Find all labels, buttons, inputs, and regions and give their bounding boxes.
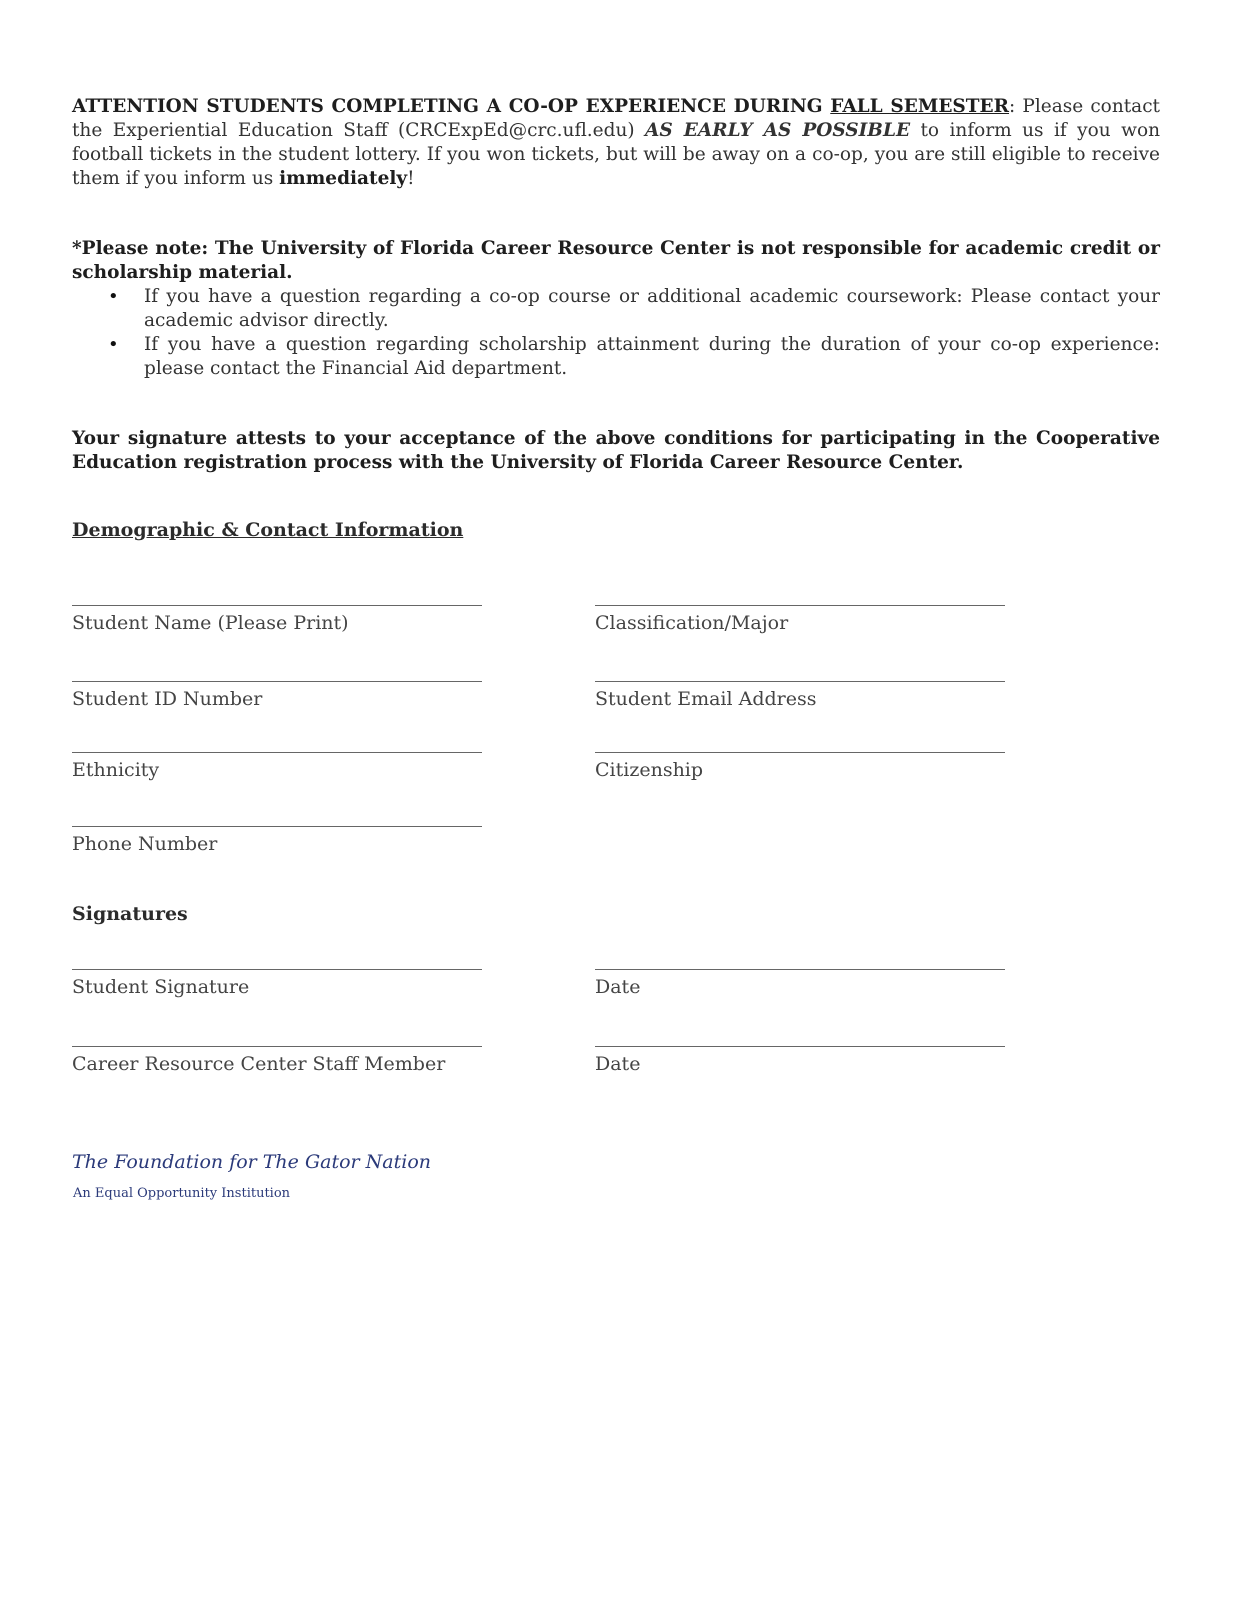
- signature-line[interactable]: [72, 1046, 482, 1047]
- demographic-section-title: Demographic & Contact Information: [72, 519, 464, 541]
- bullet-icon: •: [108, 334, 119, 355]
- note-bullet-scholarship: [72, 333, 1160, 381]
- bullet-icon: •: [108, 286, 119, 307]
- signature-line[interactable]: [595, 681, 1005, 682]
- attestation-paragraph: Your signature attests to your acceptance of the above conditions for participating in the Cooperative Education registration process with the University of Florida Career Resource Center.: [72, 428, 1160, 473]
- note-bullet-text: If you have a question regarding scholarship attainment during the duration of your co-op experience: please contact the Financial Aid department.: [144, 334, 1160, 379]
- signature-line[interactable]: [72, 605, 482, 606]
- citizenship-field[interactable]: [595, 752, 1005, 781]
- staff-signature-field[interactable]: [72, 1046, 482, 1075]
- note-bullet-list: [72, 285, 1160, 381]
- signature-line[interactable]: [72, 969, 482, 970]
- email-label: Student Email Address: [595, 688, 817, 710]
- phone-field[interactable]: [72, 826, 482, 855]
- staff-member-label: Career Resource Center Staff Member: [72, 1053, 446, 1075]
- citizenship-label: Citizenship: [595, 759, 704, 781]
- student-signature-field[interactable]: [72, 969, 482, 998]
- signature-line[interactable]: [595, 752, 1005, 753]
- signature-line[interactable]: [595, 969, 1005, 970]
- immediately-text: immediately: [279, 168, 408, 189]
- student-id-field[interactable]: [72, 681, 482, 710]
- student-signature-label: Student Signature: [72, 976, 250, 998]
- signature-line[interactable]: [72, 826, 482, 827]
- student-date-field[interactable]: [595, 969, 1005, 998]
- student-name-field[interactable]: [72, 605, 482, 634]
- classification-field[interactable]: [595, 605, 1005, 634]
- attention-end: !: [407, 168, 415, 189]
- date-label: Date: [595, 1053, 641, 1075]
- as-early-as-possible-text: AS EARLY AS POSSIBLE: [645, 120, 911, 141]
- signature-line[interactable]: [595, 1046, 1005, 1047]
- signature-line[interactable]: [72, 752, 482, 753]
- gator-nation-tagline: The Foundation for The Gator Nation: [72, 1151, 431, 1173]
- please-note-paragraph: *Please note: The University of Florida Career Resource Center is not responsible for academic credit or scholarship material.: [72, 238, 1160, 283]
- date-label: Date: [595, 976, 641, 998]
- equal-opportunity-text: An Equal Opportunity Institution: [73, 1186, 291, 1201]
- staff-date-field[interactable]: [595, 1046, 1005, 1075]
- ethnicity-field[interactable]: [72, 752, 482, 781]
- note-bullet-coursework: [72, 285, 1160, 333]
- phone-label: Phone Number: [72, 833, 218, 855]
- signature-line[interactable]: [72, 681, 482, 682]
- fall-semester-text: FALL SEMESTER: [830, 96, 1010, 117]
- attention-part2: to inform us if you won football tickets in the student lottery. If you won tickets, but will be away on a co-op, you are still eligible to receive them if you inform us: [72, 120, 1161, 189]
- student-name-label: Student Name (Please Print): [72, 612, 349, 634]
- note-bullet-text: If you have a question regarding a co-op course or additional academic coursework: Please contact your academic advisor directly.: [144, 286, 1160, 331]
- classification-label: Classification/Major: [595, 612, 789, 634]
- student-id-label: Student ID Number: [72, 688, 263, 710]
- ethnicity-label: Ethnicity: [72, 759, 160, 781]
- email-field[interactable]: [595, 681, 1005, 710]
- attention-lead: ATTENTION STUDENTS COMPLETING A CO-OP EXPERIENCE DURING: [72, 96, 831, 117]
- attention-paragraph: [72, 95, 1160, 191]
- signatures-section-title: Signatures: [72, 903, 188, 925]
- signature-line[interactable]: [595, 605, 1005, 606]
- attention-part1: : Please contact the Experiential Education Staff (CRCExpEd@crc.ufl.edu): [72, 96, 1160, 141]
